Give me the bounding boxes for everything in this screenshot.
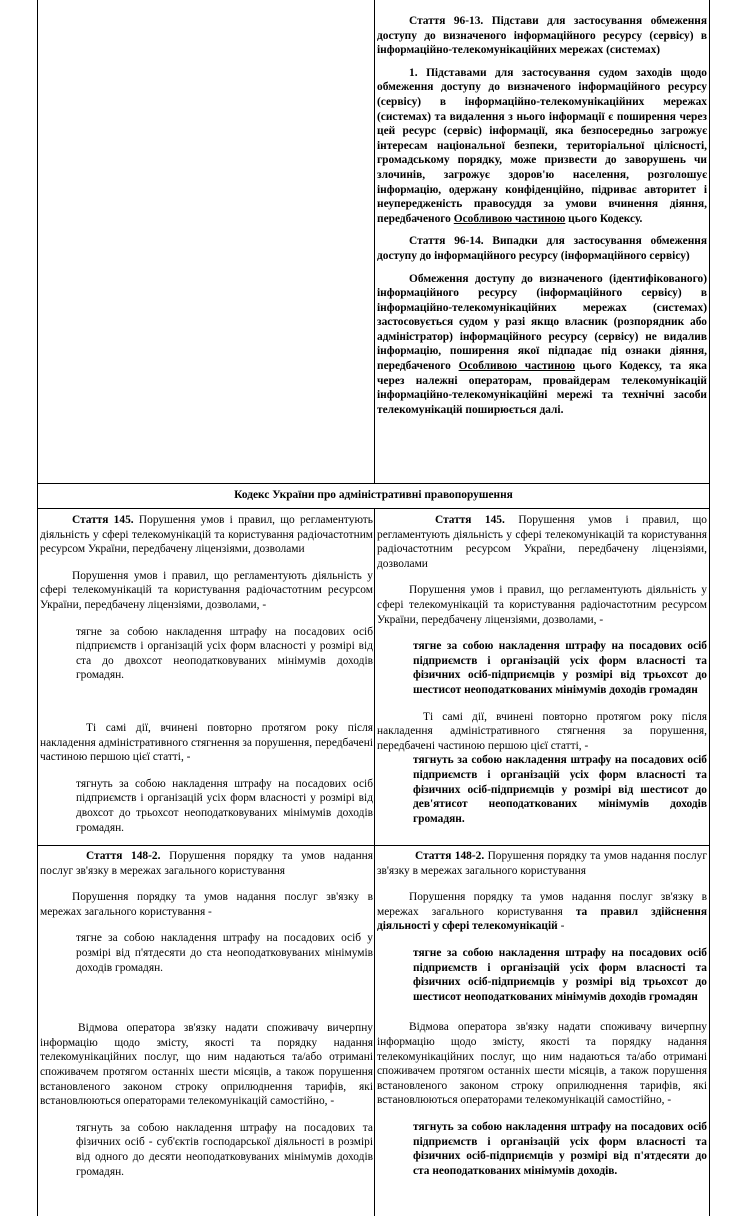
article-145-p2: тягне за собою накладення штрафу на посадових осіб підприємств і організацій усіх форм власності у розмірі від ста до двохсот неоподатковуваних мінімумів доходів громадян.: [76, 625, 373, 682]
article-148-2-right: [377, 849, 707, 1178]
article-148-2-title-new: Стаття 148-2. Порушення порядку та умов надання послуг зв'язку в мережах загального користування: [377, 850, 707, 877]
article-96-13-paragraph: 1. Підставами для застосування судом заходів щодо обмеження доступу до визначеного інформаційного ресурсу (сервісу) в інформаційно-телекомунікаційних мережах (системах) та видалення з нього інформації є поширення через цей ресурс (сервіс) інформації, яка безпосередньо загрожує інтересам національної безпеки, територіальної цілісності, громадському порядку, може призвести до заворушень чи злочинів, загрожує здоров'ю населення, розголошує інформацію, одержану конфіденційно, підриває авторитет і неупередженість правосуддя за умови вчинення діяння, передбаченого Особливою частиною цього Кодексу.: [377, 66, 707, 225]
row-divider-1: [37, 483, 710, 484]
article-148-2-left: [40, 849, 373, 1179]
article-96-14-paragraph: Обмеження доступу до визначеного (ідентифікованого) інформаційного ресурсу (інформаційного сервісу) в інформаційно-телекомунікаційних мережах (системах) застосовується судом у разі якщо власник (розпорядник або адміністратор) інформаційного ресурсу (сервісу) не видалив інформацію, поширення якої підпадає під ознаки діяння, передбаченого Особливою частиною цього Кодексу, та яка через належні операторам, провайдерам телекомунікацій інформаційно-телекомунікаційні мережі та технічні засоби телекомунікацій поширюється далі.: [377, 272, 708, 416]
table-middle-divider: [374, 0, 375, 483]
top-right-cell: [377, 14, 707, 417]
article-96-14-title: Стаття 96-14. Випадки для застосування обмеження доступу до інформаційного ресурсу (інформаційного сервісу): [377, 235, 707, 262]
article-145-p4-new: тягнуть за собою накладення штрафу на посадових осіб підприємств і організацій усіх форм власності та фізичних осіб-підприємців у розмірі від шестисот до дев'ятисот неоподаткованих мінімумів доходів громадян.: [413, 754, 707, 825]
article-148-2-p4: тягнуть за собою накладення штрафу на посадових та фізичних осіб - суб'єктів господарської діяльності в розмірі від одного до десяти неоподатковуваних мінімумів доходів громадян.: [76, 1121, 373, 1178]
table-middle-divider-2: [374, 508, 375, 1216]
special-part-link-2[interactable]: Особливою частиною: [458, 360, 576, 373]
special-part-link[interactable]: Особливою частиною: [453, 212, 566, 225]
article-145-p4: тягнуть за собою накладення штрафу на посадових осіб підприємств і організацій усіх форм власності у розмірі від двохсот до трьохсот неоподатковуваних мінімумів доходів громадян.: [76, 777, 373, 834]
row-divider-2: [37, 508, 710, 509]
article-96-13-title: Стаття 96-13. Підстави для застосування обмеження доступу до визначеного інформаційного ресурсу (сервісу) в інформаційно-телекомунікаційних мережах (системах): [377, 15, 707, 57]
article-148-2-title: Стаття 148-2. Порушення порядку та умов надання послуг зв'язку в мережах загального користування: [40, 850, 374, 877]
section-header: Кодекс України про адміністративні правопорушення: [234, 489, 513, 501]
article-148-2-p4-new: тягнуть за собою накладення штрафу на посадових осіб підприємств і організацій усіх форм власності та фізичних осіб-підприємців у розмірі від п'ятдесяти до ста неоподаткованих мінімумів доходів.: [413, 1120, 707, 1177]
article-148-2-p1-new: Порушення порядку та умов надання послуг зв'язку в мережах загального користування та правил здійснення діяльності у сфері телекомунікацій -: [377, 891, 707, 933]
article-145-title-new: Стаття 145. Порушення умов і правил, що регламентують діяльність у сфері телекомунікацій та користування радіочастотним ресурсом України, передбачену ліцензіями, дозволами: [377, 514, 708, 570]
article-148-2-p2: тягне за собою накладення штрафу на посадових осіб у розмірі від п'ятдесяти до ста неоподатковуваних мінімумів доходів громадян.: [76, 932, 373, 974]
article-145-p1-new: Порушення умов і правил, що регламентують діяльність у сфері телекомунікацій та користування радіочастотним ресурсом України, передбачену ліцензіями, дозволами, -: [377, 584, 707, 626]
article-145-left: [40, 513, 373, 835]
article-148-2-p2-new: тягне за собою накладення штрафу на посадових осіб підприємств і організацій усіх форм власності та фізичних осіб-підприємців у розмірі від трьохсот до шестисот неоподаткованих мінімумів доходів громадян: [413, 946, 707, 1003]
article-145-title: Стаття 145. Порушення умов і правил, що регламентують діяльність у сфері телекомунікацій та користування радіочастотним ресурсом України, передбачену ліцензіями, дозволами: [40, 514, 373, 556]
article-148-2-p3-new: Відмова оператора зв'язку надати споживачу вичерпну інформацію щодо змісту, якості та порядку надання телекомунікаційних послуг, що ним надаються та/або отримані споживачем протягом останніх шести місяців, а також порушення встановленого законом строку оприлюднення тарифів, які встановлюються операторами телекомунікацій самостійно, -: [377, 1021, 707, 1107]
article-145-p3: Ті самі дії, вчинені повторно протягом року після накладення адміністративного стягнення за порушення, передбачені частиною першою цієї статті, -: [40, 721, 373, 764]
article-145-p3-new: Ті самі дії, вчинені повторно протягом року після накладення адміністративного стягнення за порушення, передбачені частиною першою цієї статті, -: [377, 710, 707, 752]
table-right-border: [709, 0, 710, 1216]
article-148-2-p3: Відмова оператора зв'язку надати споживачу вичерпну інформацію щодо змісту, якості та порядку надання телекомунікаційних послуг, що ним надаються та/або отримані споживачем протягом останніх шести місяців, а також порушення встановленого законом строку оприлюднення тарифів, які встановлюються операторами телекомунікацій самостійно, -: [40, 1022, 373, 1108]
article-145-right: [377, 513, 707, 826]
article-148-2-p1: Порушення порядку та умов надання послуг зв'язку в мережах загального користування -: [40, 891, 373, 918]
table-left-border: [37, 0, 38, 1216]
row-divider-3: [37, 845, 710, 846]
article-145-p2-new: тягне за собою накладення штрафу на посадових осіб підприємств і організацій усіх форм власності та фізичних осіб-підприємців у розмірі від трьохсот до шестисот неоподаткованих мінімумів доходів громадян: [413, 640, 707, 696]
article-145-p1: Порушення умов і правил, що регламентують діяльність у сфері телекомунікацій та користування радіочастотним ресурсом України, передбачену ліцензіями, дозволами, -: [40, 569, 373, 611]
